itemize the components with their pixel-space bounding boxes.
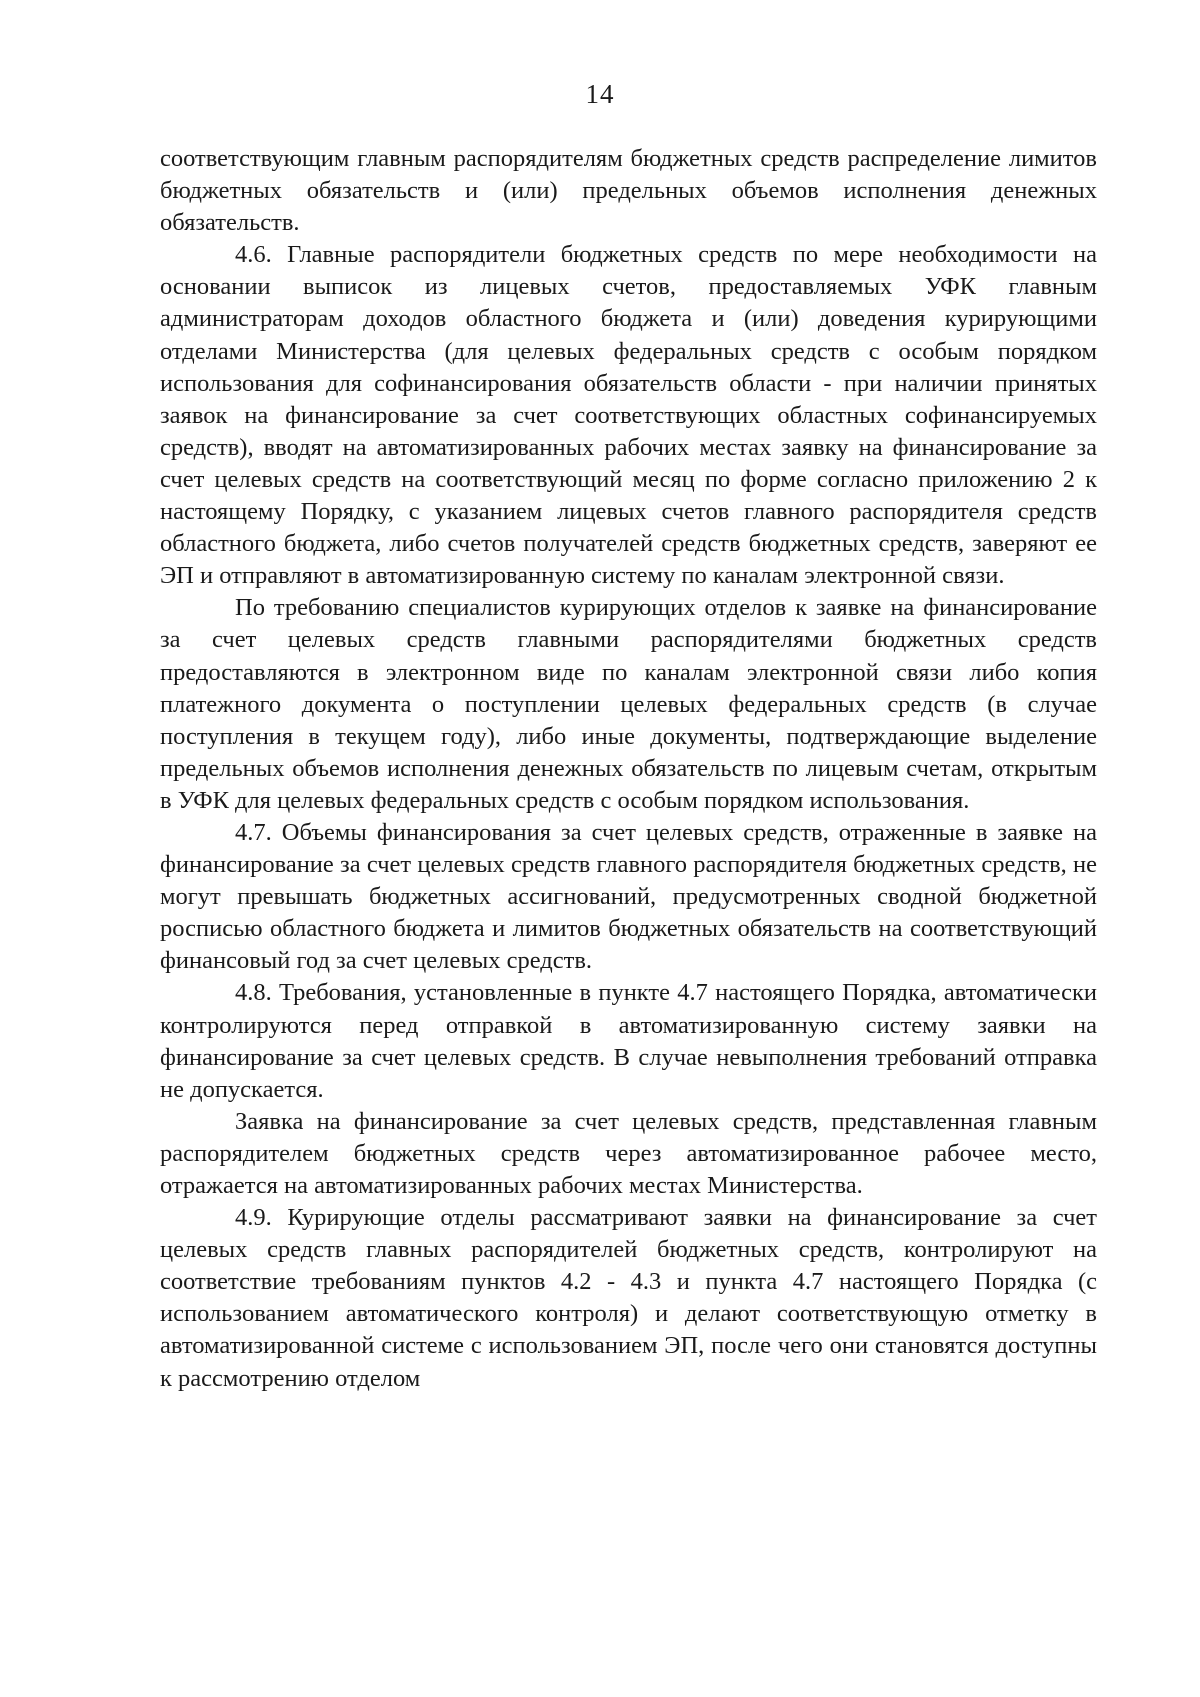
paragraph-continuation: соответствующим главным распорядителям бюджетных средств распределение лимитов бюджетных обязательств и (или) предельных объемов исполнения денежных обязательств. — [160, 145, 1097, 237]
page-number: 14 — [585, 79, 615, 109]
paragraph-application: Заявка на финансирование за счет целевых средств, представленная главным распорядителем бюджетных средств через автоматизированное рабочее место, отражается на автоматизированных рабочих местах Министерства. — [160, 1107, 1097, 1199]
paragraph-4-7: 4.7. Объемы финансирования за счет целевых средств, отраженные в заявке на финансирование за счет целевых средств главного распорядителя бюджетных средств, не могут превышать бюджетных ассигнований, предусмотренных сводной бюджетной росписью областного бюджета и лимитов бюджетных обязательств на соответствующий финансовый год за счет целевых средств. — [160, 818, 1097, 975]
paragraph-4-8: 4.8. Требования, установленные в пункте 4.7 настоящего Порядка, автоматически контролируются перед отправкой в автоматизированную систему заявки на финансирование за счет целевых средств. В случае невыполнения требований отправка не допускается. — [160, 979, 1097, 1103]
document-body — [160, 143, 1097, 1395]
paragraph-4-9: 4.9. Курирующие отделы рассматривают заявки на финансирование за счет целевых средств главных распорядителей бюджетных средств, контролируют на соответствие требованиям пунктов 4.2 - 4.3 и пункта 4.7 настоящего Порядка (с использованием автоматического контроля) и делают соответствующую отметку в автоматизированной системе с использованием ЭП, после чего они становятся доступны к рассмотрению отделом — [160, 1204, 1097, 1392]
paragraph-on-request: По требованию специалистов курирующих отделов к заявке на финансирование за счет целевых средств главными распорядителями бюджетных средств предоставляются в электронном виде по каналам электронной связи либо копия платежного документа о поступлении целевых федеральных средств (в случае поступления в текущем году), либо иные документы, подтверждающие выделение предельных объемов исполнения денежных обязательств по лицевым счетам, открытым в УФК для целевых федеральных средств с особым порядком использования. — [160, 594, 1097, 814]
paragraph-4-6: 4.6. Главные распорядители бюджетных средств по мере необходимости на основании выписок из лицевых счетов, предоставляемых УФК главным администраторам доходов областного бюджета и (или) доведения курирующими отделами Министерства (для целевых федеральных средств с особым порядком использования для софинансирования обязательств области - при наличии принятых заявок на финансирование за счет соответствующих областных софинансируемых средств), вводят на автоматизированных рабочих местах заявку на финансирование за счет целевых средств на соответствующий месяц по форме согласно приложению 2 к настоящему Порядку, с указанием лицевых счетов главного распорядителя средств областного бюджета, либо счетов получателей средств бюджетных средств, заверяют ее ЭП и отправляют в автоматизированную систему по каналам электронной связи. — [160, 241, 1097, 590]
